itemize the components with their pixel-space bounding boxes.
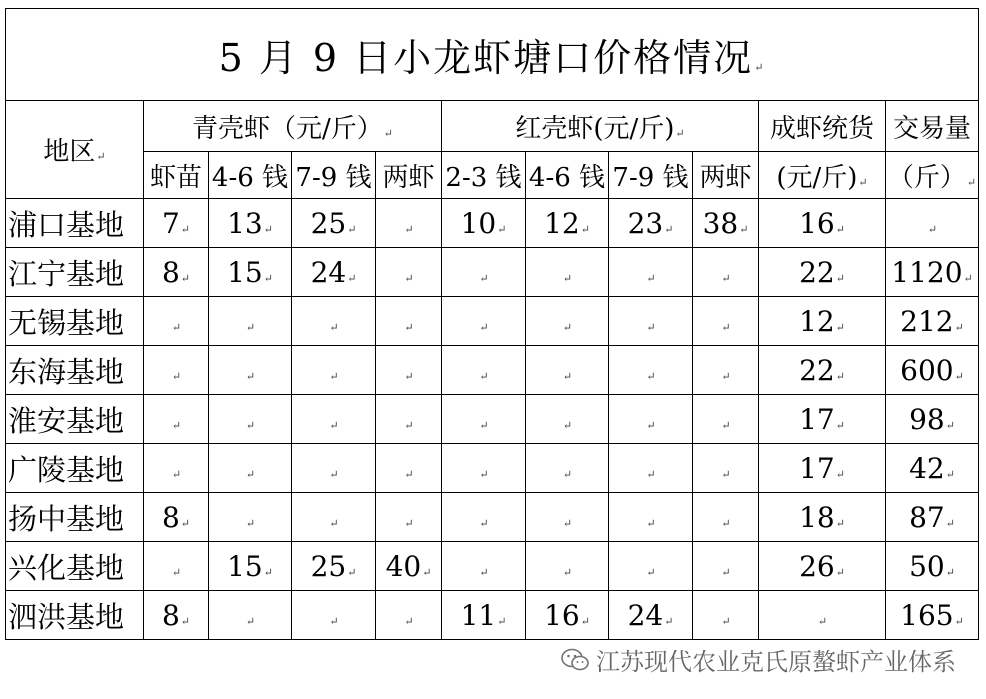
title-cell: [6, 9, 979, 101]
red-price-cell: ↵: [442, 346, 526, 395]
red-price-cell: ↵: [442, 493, 526, 542]
green-price-cell: ↵: [209, 297, 292, 346]
watermark-text: 江苏现代农业克氏原螯虾产业体系: [596, 648, 956, 676]
table-row: [6, 199, 979, 248]
header-green-shrimp: 青壳虾（元/斤）↵: [144, 101, 442, 152]
red-price-cell: ↵: [693, 248, 759, 297]
region-cell: 江宁基地: [6, 248, 144, 297]
red-price-cell: ↵: [442, 542, 526, 591]
red-price-cell: ↵: [609, 542, 693, 591]
region-cell: 无锡基地: [6, 297, 144, 346]
region-cell: 淮安基地: [6, 395, 144, 444]
header-red-size-2: 7-9 钱: [609, 152, 693, 199]
watermark: [560, 642, 956, 677]
red-price-cell: ↵: [526, 346, 609, 395]
red-price-cell: 38↵: [693, 199, 759, 248]
volume-cell: ↵: [886, 199, 979, 248]
paragraph-mark: ↵: [754, 61, 766, 74]
red-price-cell: 24↵: [609, 591, 693, 640]
red-price-cell: ↵: [693, 542, 759, 591]
green-price-cell: ↵: [144, 444, 209, 493]
volume-cell: 87↵: [886, 493, 979, 542]
table-row: [6, 248, 979, 297]
volume-cell: 212↵: [886, 297, 979, 346]
header-green-size-2: 7-9 钱: [292, 152, 376, 199]
green-price-cell: ↵: [376, 444, 442, 493]
header-region: 地区↵: [6, 101, 144, 199]
volume-cell: 42↵: [886, 444, 979, 493]
green-price-cell: ↵: [144, 346, 209, 395]
green-price-cell: ↵: [292, 346, 376, 395]
green-price-cell: ↵: [209, 493, 292, 542]
table-row: [6, 493, 979, 542]
price-table: [5, 8, 979, 640]
green-price-cell: ↵: [209, 444, 292, 493]
adult-price-cell: 26↵: [759, 542, 886, 591]
red-price-cell: ↵: [526, 248, 609, 297]
header-red-size-0: 2-3 钱: [442, 152, 526, 199]
red-price-cell: 10↵: [442, 199, 526, 248]
adult-price-cell: 22↵: [759, 346, 886, 395]
green-price-cell: 40↵: [376, 542, 442, 591]
header-red-shrimp: 红壳虾(元/斤)↵: [442, 101, 759, 152]
header-adult-price-line1: 成虾统货: [759, 101, 886, 152]
volume-cell: 98↵: [886, 395, 979, 444]
red-price-cell: ↵: [693, 493, 759, 542]
red-price-cell: ↵: [526, 297, 609, 346]
green-price-cell: 15↵: [209, 248, 292, 297]
table-row: [6, 297, 979, 346]
red-price-cell: ↵: [609, 346, 693, 395]
volume-cell: 1120↵: [886, 248, 979, 297]
adult-price-cell: 22↵: [759, 248, 886, 297]
red-price-cell: 23↵: [609, 199, 693, 248]
table-row: [6, 395, 979, 444]
red-price-cell: 11↵: [442, 591, 526, 640]
red-price-cell: 16↵: [526, 591, 609, 640]
green-price-cell: ↵: [376, 395, 442, 444]
green-price-cell: 8↵: [144, 248, 209, 297]
document: [5, 8, 979, 640]
green-price-cell: 8↵: [144, 493, 209, 542]
adult-price-cell: 17↵: [759, 444, 886, 493]
green-price-cell: ↵: [292, 591, 376, 640]
green-price-cell: ↵: [292, 444, 376, 493]
region-cell: 浦口基地: [6, 199, 144, 248]
green-price-cell: ↵: [376, 346, 442, 395]
green-price-cell: ↵: [209, 591, 292, 640]
red-price-cell: ↵: [442, 395, 526, 444]
red-price-cell: ↵: [693, 395, 759, 444]
green-price-cell: ↵: [144, 542, 209, 591]
red-price-cell: ↵: [442, 248, 526, 297]
adult-price-cell: ↵: [759, 591, 886, 640]
red-price-cell: ↵: [526, 542, 609, 591]
header-green-size-3: 两虾: [376, 152, 442, 199]
header-volume-line1: 交易量: [886, 101, 979, 152]
green-price-cell: ↵: [144, 395, 209, 444]
red-price-cell: ↵: [609, 444, 693, 493]
volume-cell: 50↵: [886, 542, 979, 591]
wechat-icon: [560, 647, 590, 673]
green-price-cell: ↵: [144, 297, 209, 346]
green-price-cell: 25↵: [292, 542, 376, 591]
green-price-cell: 8↵: [144, 591, 209, 640]
table-row: [6, 591, 979, 640]
green-price-cell: 24↵: [292, 248, 376, 297]
red-price-cell: ↵: [442, 444, 526, 493]
region-cell: 扬中基地: [6, 493, 144, 542]
page-title: 5 月 9 日小龙虾塘口价格情况: [218, 36, 754, 80]
red-price-cell: ↵: [442, 297, 526, 346]
green-price-cell: ↵: [376, 493, 442, 542]
red-price-cell: ↵: [526, 444, 609, 493]
red-price-cell: ↵: [693, 444, 759, 493]
header-green-size-0: 虾苗: [144, 152, 209, 199]
green-price-cell: 15↵: [209, 542, 292, 591]
red-price-cell: ↵: [526, 395, 609, 444]
adult-price-cell: 17↵: [759, 395, 886, 444]
adult-price-cell: 12↵: [759, 297, 886, 346]
adult-price-cell: 16↵: [759, 199, 886, 248]
header-red-size-3: 两虾: [693, 152, 759, 199]
red-price-cell: ↵: [609, 297, 693, 346]
region-cell: 兴化基地: [6, 542, 144, 591]
region-cell: 东海基地: [6, 346, 144, 395]
green-price-cell: ↵: [376, 248, 442, 297]
header-adult-price-line2: (元/斤)↵: [759, 152, 886, 199]
green-price-cell: 13↵: [209, 199, 292, 248]
volume-cell: 600↵: [886, 346, 979, 395]
red-price-cell: ↵: [609, 395, 693, 444]
green-price-cell: 7↵: [144, 199, 209, 248]
red-price-cell: ↵: [526, 493, 609, 542]
green-price-cell: ↵: [209, 395, 292, 444]
region-cell: 广陵基地: [6, 444, 144, 493]
header-red-size-1: 4-6 钱: [526, 152, 609, 199]
region-cell: 泗洪基地: [6, 591, 144, 640]
table-row: [6, 542, 979, 591]
red-price-cell: 12↵: [526, 199, 609, 248]
green-price-cell: ↵: [376, 297, 442, 346]
red-price-cell: ↵: [693, 297, 759, 346]
green-price-cell: ↵: [209, 346, 292, 395]
header-green-size-1: 4-6 钱: [209, 152, 292, 199]
volume-cell: 165↵: [886, 591, 979, 640]
red-price-cell: ↵: [609, 493, 693, 542]
table-row: [6, 346, 979, 395]
header-volume-line2: （斤）↵: [886, 152, 979, 199]
red-price-cell: ↵: [693, 346, 759, 395]
red-price-cell: ↵: [693, 591, 759, 640]
green-price-cell: ↵: [292, 493, 376, 542]
green-price-cell: 25↵: [292, 199, 376, 248]
green-price-cell: ↵: [376, 591, 442, 640]
red-price-cell: ↵: [609, 248, 693, 297]
green-price-cell: ↵: [292, 297, 376, 346]
green-price-cell: ↵: [292, 395, 376, 444]
table-row: [6, 444, 979, 493]
adult-price-cell: 18↵: [759, 493, 886, 542]
green-price-cell: ↵: [376, 199, 442, 248]
